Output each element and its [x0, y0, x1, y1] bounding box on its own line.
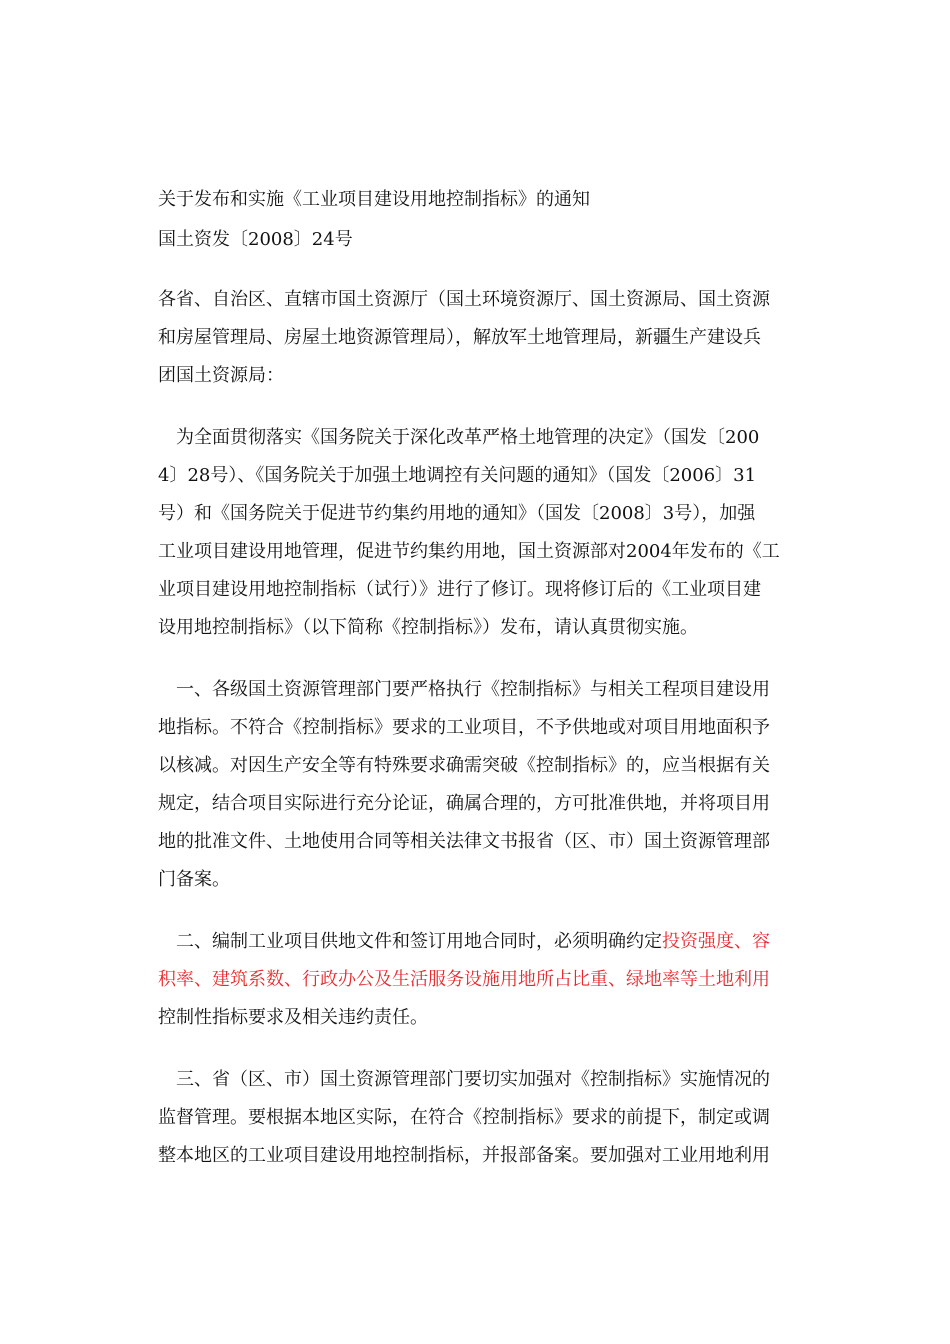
highlighted-text: 积率、建筑系数、行政办公及生活服务设施用地所占比重、绿地率等土地利用: [158, 969, 770, 990]
document-number: 国土资发〔2008〕24号: [158, 229, 353, 250]
item-two-line: [158, 930, 770, 954]
item-one-line: 地的批准文件、土地使用合同等相关法律文书报省（区、市）国土资源管理部: [158, 831, 770, 852]
item-three-line: 监督管理。要根据本地区实际，在符合《控制指标》要求的前提下，制定或调: [158, 1107, 770, 1128]
intro-line: 设用地控制指标》（以下简称《控制指标》）发布，请认真贯彻实施。: [158, 617, 698, 638]
item-two-text: 二、编制工业项目供地文件和签订用地合同时，必须明确约定: [158, 931, 662, 952]
item-one-line: 以核减。对因生产安全等有特殊要求确需突破《控制指标》的，应当根据有关: [158, 755, 770, 776]
intro-line: 工业项目建设用地管理，促进节约集约用地，国土资源部对2004年发布的《工: [158, 541, 780, 562]
item-one-line: 地指标。不符合《控制指标》要求的工业项目，不予供地或对项目用地面积予: [158, 717, 770, 738]
intro-line: 业项目建设用地控制指标（试行）》进行了修订。现将修订后的《工业项目建: [158, 579, 761, 600]
addressee-line: 各省、自治区、直辖市国土资源厅（国土环境资源厅、国土资源局、国土资源: [158, 289, 770, 310]
intro-line: 4〕28号）、《国务院关于加强土地调控有关问题的通知》（国发〔2006〕31: [158, 465, 757, 486]
intro-line: 为全面贯彻落实《国务院关于深化改革严格土地管理的决定》（国发〔200: [158, 427, 760, 448]
item-three-line: 整本地区的工业项目建设用地控制指标，并报部备案。要加强对工业用地利用: [158, 1145, 770, 1166]
intro-line: 号）和《国务院关于促进节约集约用地的通知》（国发〔2008〕3号），加强: [158, 503, 756, 524]
document-title: 关于发布和实施《工业项目建设用地控制指标》的通知: [158, 189, 590, 210]
item-two-line: 控制性指标要求及相关违约责任。: [158, 1007, 428, 1028]
addressee-line: 和房屋管理局、房屋土地资源管理局），解放军土地管理局，新疆生产建设兵: [158, 327, 761, 348]
highlighted-text: 投资强度、容: [662, 931, 770, 952]
addressee-line: 团国土资源局：: [158, 365, 284, 386]
item-one-line: 一、各级国土资源管理部门要严格执行《控制指标》与相关工程项目建设用: [158, 679, 770, 700]
item-one-line: 门备案。: [158, 869, 230, 890]
item-three-line: 三、省（区、市）国土资源管理部门要切实加强对《控制指标》实施情况的: [158, 1069, 770, 1090]
item-one-line: 规定，结合项目实际进行充分论证，确属合理的，方可批准供地，并将项目用: [158, 793, 770, 814]
